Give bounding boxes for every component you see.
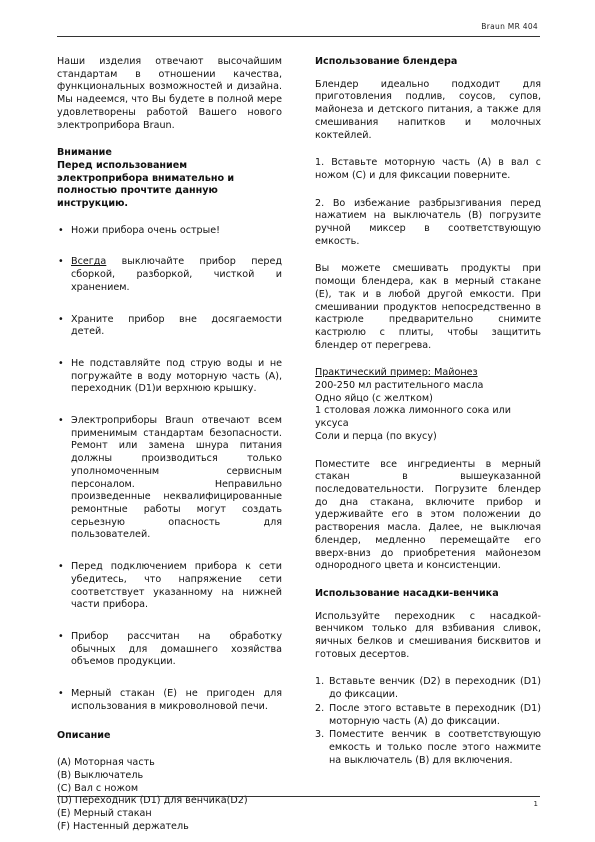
left-column bbox=[57, 56, 282, 833]
list-item: • Мерный стакан (E) не пригоден для использования в микроволновой печи. bbox=[57, 688, 282, 713]
list-item: 2. После этого вставьте в переходник (D1) моторную часть (A) до фиксации. bbox=[315, 702, 541, 727]
list-item: (E) Мерный стакан bbox=[57, 807, 152, 819]
whisk-steps bbox=[315, 676, 541, 767]
whisk-section-title: Использование насадки-венчика bbox=[315, 587, 499, 599]
recipe-paragraph: Поместите все ингредиенты в мерный стакан в вышеуказанной последовательности. Погрузите блендер до дна стакана, включите прибор и удерживайте его в этом положении до растворения масла. Далее, не выключая блендер, медленно перемещайте его вверх-вниз до приобретения майонезом однородного цвета и консистенции. bbox=[315, 458, 541, 572]
list-item: 3. Поместите венчик в соответствующую емкость и только после этого нажмите на выключатель (B) для включения. bbox=[315, 729, 541, 766]
list-item: • Прибор рассчитан на обработку обычных для домашнего хозяйства объемов продукции. bbox=[57, 631, 282, 669]
blender-step-1: 1. Вставьте моторную часть (A) в вал с ножом (C) и для фиксации поверните. bbox=[315, 157, 541, 181]
list-item: • Храните прибор вне досягаемости детей. bbox=[57, 314, 282, 339]
list-item: • Перед подключением прибора к сети убедитесь, что напряжение сети соответствует указанному на нижней части прибора. bbox=[57, 561, 282, 612]
header-rule bbox=[57, 36, 540, 37]
header-model: Braun MR 404 bbox=[481, 22, 538, 31]
list-item: Соли и перца (по вкусу) bbox=[315, 430, 437, 442]
list-item: • Не подставляйте под струю воды и не погружайте в воду моторную часть (A), переходник (D1)и верхнюю крышку. bbox=[57, 358, 282, 396]
example-title: Практический пример: Майонез bbox=[315, 367, 478, 379]
safety-list bbox=[57, 225, 282, 714]
list-item: (C) Вал с ножом bbox=[57, 782, 139, 794]
blender-step-2: 2. Во избежание разбрызгивания перед нажатием на выключатель (B) погрузите ручной миксер в соответствующую емкость. bbox=[315, 197, 541, 247]
list-item: 200-250 мл растительного масла bbox=[315, 380, 484, 392]
whisk-intro: Используйте переходник с насадкой-венчиком только для взбивания сливок, яичных белков и смешивания бисквитов и готовых десертов. bbox=[315, 610, 541, 660]
recipe-list bbox=[315, 380, 541, 444]
right-column bbox=[315, 56, 541, 768]
list-item: 1. Вставьте венчик (D2) в переходник (D1) до фиксации. bbox=[315, 676, 541, 701]
list-item: (F) Настенный держатель bbox=[57, 820, 189, 832]
page-number: 1 bbox=[533, 800, 538, 808]
footer-rule bbox=[57, 796, 540, 797]
list-item: • Ножи прибора очень острые! bbox=[57, 225, 282, 238]
blender-intro: Блендер идеально подходит для приготовления подлив, соусов, супов, майонеза и детского питания, а также для смешивания напитков и молочных коктейлей. bbox=[315, 78, 541, 141]
list-item: (D) Переходник (D1) для венчика(D2) bbox=[57, 795, 248, 807]
warning-text: Перед использованием электроприбора внимательно и полностью прочтите данную инструкцию. bbox=[57, 159, 235, 210]
list-item: Одно яйцо (с желтком) bbox=[315, 392, 433, 404]
list-item: • Электроприборы Braun отвечают всем применимым стандартам безопасности. Ремонт или замена шнура питания должны производиться только уполномоченным сервисным персоналом. Неправильно произведенные неквалифицированные ремонтные работы могут создать серьезную опасность для пользователей. bbox=[57, 415, 282, 542]
list-item: (A) Моторная часть bbox=[57, 757, 155, 769]
mixing-paragraph: Вы можете смешивать продукты при помощи блендера, как в мерный стакане (E), так и в любой другой емкости. При смешивании продуктов непосредственно в кастрюле предварительно снимите кастрюлю с плиты, чтобы защитить блендер от перегрева. bbox=[315, 263, 541, 351]
list-item: 1 столовая ложка лимонного сока или уксуса bbox=[315, 405, 511, 430]
list-item: • Всегда выключайте прибор перед сборкой, разборкой, чисткой и хранением. bbox=[57, 256, 282, 294]
blender-section-title: Использование блендера bbox=[315, 56, 458, 67]
description-title: Описание bbox=[57, 730, 111, 742]
intro-paragraph: Наши изделия отвечают высочайшим стандартам в отношении качества, функциональных возможностей и дизайна. Мы надеемся, что Вы будете в полной мере удовлетворены работой Вашего нового электроприбора Braun. bbox=[57, 56, 282, 131]
list-item: (B) Выключатель bbox=[57, 769, 144, 781]
warning-title: Внимание bbox=[57, 147, 112, 159]
